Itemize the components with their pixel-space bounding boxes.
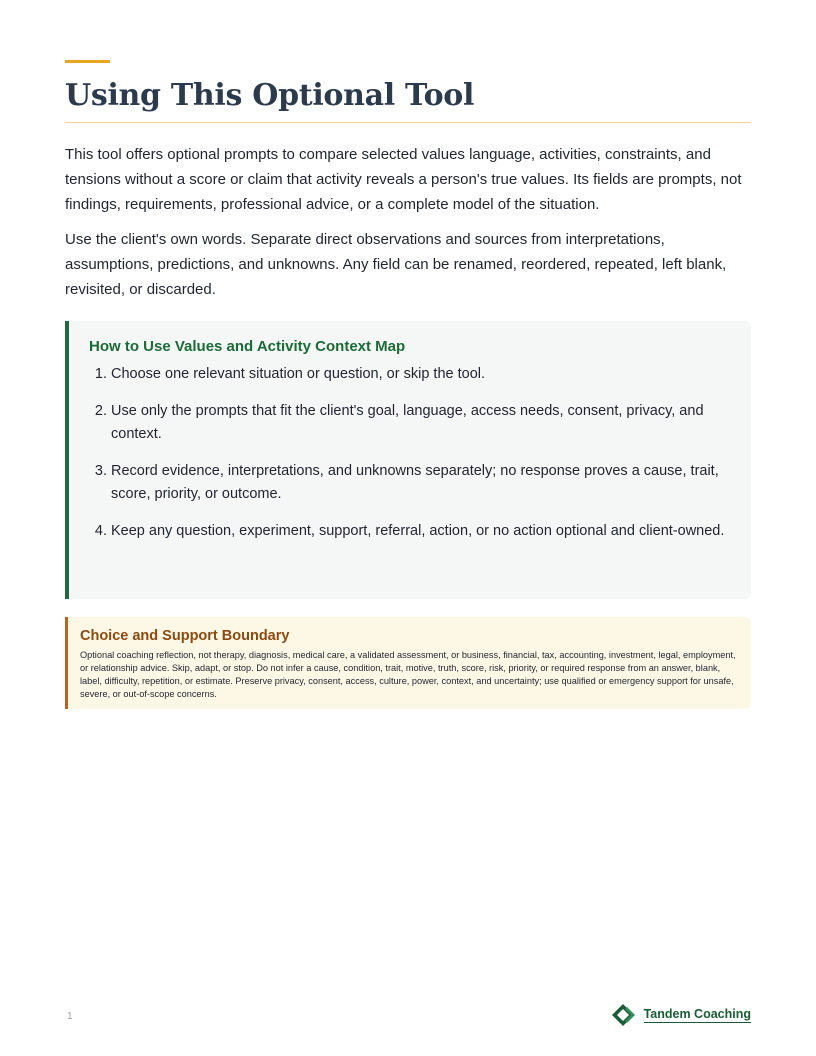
page-number: 1 xyxy=(67,1011,73,1022)
boundary-text: Optional coaching reflection, not therapy, diagnosis, medical care, a validated assessment, or business, financial, tax, accounting, investment, legal, employment, or relationship advice. Skip, adapt, or stop. Do not infer a cause, condition, trait, motive, truth, score, risk, priority, or required response from an answer, blank, label, difficulty, repetition, or estimate. Preserve privacy, consent, access, culture, power, context, and uncertainty; use qualified or emergency support for unsafe, severe, or out-of-scope concerns. xyxy=(80,650,736,699)
boundary-heading: Choice and Support Boundary xyxy=(80,628,290,644)
title-divider xyxy=(65,122,751,123)
diamond-logo-icon xyxy=(611,1003,639,1027)
how-to-step-4: 4. Keep any question, experiment, support, referral, action, or no action optional and client-owned. xyxy=(111,520,727,544)
title-accent-bar xyxy=(65,60,110,63)
how-to-steps-list xyxy=(89,363,727,543)
intro-paragraph-2: Use the client's own words. Separate direct observations and sources from interpretations, assumptions, predictions, and unknowns. Any field can be renamed, reordered, repeated, left blank, revisited, or discarded. xyxy=(65,231,727,298)
page-title: Using This Optional Tool xyxy=(65,78,475,113)
intro-paragraph-1: This tool offers optional prompts to compare selected values language, activities, constraints, and tensions without a score or claim that activity reveals a person's true values. Its fields are prompts, not findings, requirements, professional advice, or a complete model of the situation. xyxy=(65,146,742,213)
boundary-callout xyxy=(65,617,751,709)
brand-footer xyxy=(611,1003,751,1027)
how-to-step-2: 2. Use only the prompts that fit the client's goal, language, access needs, consent, privacy, and context. xyxy=(111,400,727,447)
how-to-callout xyxy=(65,321,751,599)
document-page xyxy=(65,0,751,1056)
how-to-heading: How to Use Values and Activity Context Map xyxy=(89,338,406,355)
intro-section xyxy=(65,142,751,312)
how-to-step-3: 3. Record evidence, interpretations, and unknowns separately; no response proves a cause, trait, score, priority, or outcome. xyxy=(111,460,727,507)
how-to-step-1: 1. Choose one relevant situation or question, or skip the tool. xyxy=(111,363,727,387)
brand-name: Tandem Coaching xyxy=(643,1007,751,1021)
